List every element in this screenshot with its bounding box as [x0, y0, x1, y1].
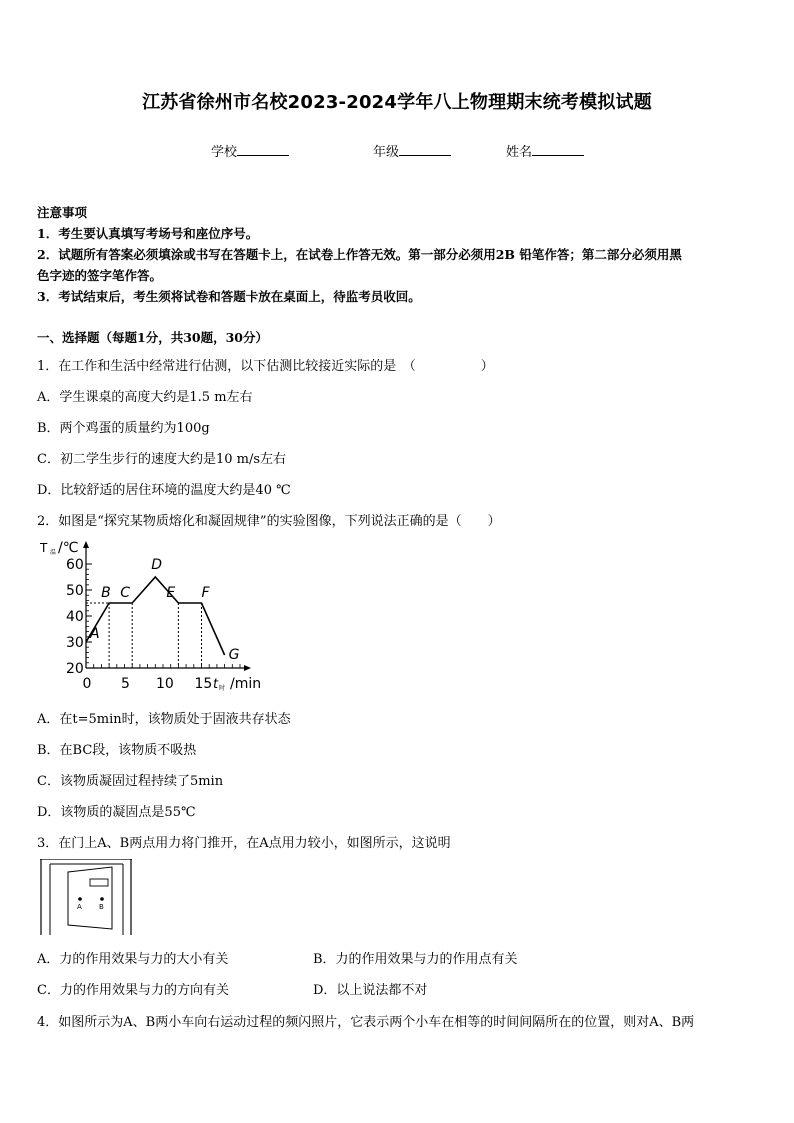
y-axis-label: T: [40, 541, 48, 555]
grade-label: 年级: [373, 145, 400, 160]
point-label-g: G: [228, 647, 240, 663]
y-axis-unit: /℃: [58, 540, 79, 556]
q3-option-d: D．以上说法都不对: [313, 983, 428, 998]
point-label-a: A: [90, 626, 100, 642]
note-item: 1．考生要认真填写考场号和座位序号。: [37, 226, 259, 241]
temperature-time-chart: [38, 535, 298, 695]
y-tick-label: 30: [66, 635, 84, 651]
y-axis-arrow: [83, 541, 89, 548]
point-label-c: C: [120, 585, 130, 601]
x-axis-label: t: [213, 677, 219, 692]
x-tick-label: 5: [121, 676, 130, 692]
grade-blank: [399, 143, 451, 156]
q2-option-c: C．该物质凝固过程持续了5min: [37, 774, 224, 789]
point-label-e: E: [166, 585, 176, 601]
q1-option-b: B．两个鸡蛋的质量约为100g: [37, 421, 210, 436]
door-label-a: A: [77, 903, 82, 911]
q1-option-c: C．初二学生步行的速度大约是10 m/s左右: [37, 452, 286, 467]
name-blank: [532, 143, 584, 156]
door-diagram: [40, 859, 132, 935]
x-axis-label-sub: 时: [219, 685, 226, 692]
door-label-b: B: [99, 903, 104, 911]
y-tick-label: 20: [66, 661, 84, 677]
x-axis-unit: /min: [230, 676, 262, 692]
note-item: 色字迹的签字笔作答。: [37, 268, 163, 283]
point-label-f: F: [201, 585, 210, 601]
grade-field: [373, 141, 451, 160]
point-label-b: B: [101, 585, 111, 601]
y-tick-label: 50: [66, 583, 84, 599]
x-tick-label: 15: [194, 676, 213, 692]
q3-option-a: A．力的作用效果与力的大小有关: [37, 952, 229, 967]
q3-option-b: B．力的作用效果与力的作用点有关: [313, 952, 518, 967]
note-item: 2．试题所有答案必须填涂或书写在答题卡上，在试卷上作答无效。第一部分必须用2B 铅笔作答；第二部分必须用黑: [37, 247, 682, 262]
name-field: [506, 141, 584, 160]
note-item: 3．考试结束后，考生须将试卷和答题卡放在桌面上，待监考员收回。: [37, 289, 421, 304]
section-heading: 一、选择题（每题1分，共30题，30分）: [37, 330, 268, 345]
name-label: 姓名: [506, 145, 533, 160]
question-2-stem: 2．如图是“探究某物质熔化和凝固规律”的实验图像，下列说法正确的是（ ）: [37, 514, 501, 529]
question-4-stem: 4．如图所示为A、B两小车向右运动过程的频闪照片，它表示两个小车在相等的时间间隔所在的位置，则对A、B两: [37, 1015, 695, 1030]
page-title: 江苏省徐州市名校2023-2024学年八上物理期末统考模拟试题: [142, 92, 652, 113]
notes-heading: 注意事项: [37, 205, 88, 220]
y-tick-label: 60: [66, 557, 84, 573]
q2-option-b: B．在BC段，该物质不吸热: [37, 743, 197, 758]
point-label-d: D: [151, 557, 163, 573]
question-1-stem: 1．在工作和生活中经常进行估测，以下估测比较接近实际的是 （ ）: [37, 359, 494, 374]
q3-option-c: C．力的作用效果与力的方向有关: [37, 983, 229, 998]
q2-option-a: A．在t=5min时，该物质处于固液共存状态: [37, 712, 291, 727]
q1-option-d: D．比较舒适的居住环境的温度大约是40 ℃: [37, 483, 291, 498]
q2-option-d: D．该物质的凝固点是55℃: [37, 805, 196, 820]
school-label: 学校: [211, 145, 238, 160]
x-tick-label: 10: [156, 676, 174, 692]
x-axis-arrow: [244, 665, 251, 671]
y-axis-label-sub: 温: [50, 549, 57, 556]
q1-option-a: A．学生课桌的高度大约是1.5 m左右: [37, 390, 253, 405]
school-field: [211, 141, 289, 160]
y-tick-label: 40: [66, 609, 84, 625]
x-tick-label: 0: [82, 676, 92, 692]
school-blank: [237, 143, 289, 156]
question-3-stem: 3．在门上A、B两点用力将门推开，在A点用力较小，如图所示，这说明: [37, 836, 451, 851]
